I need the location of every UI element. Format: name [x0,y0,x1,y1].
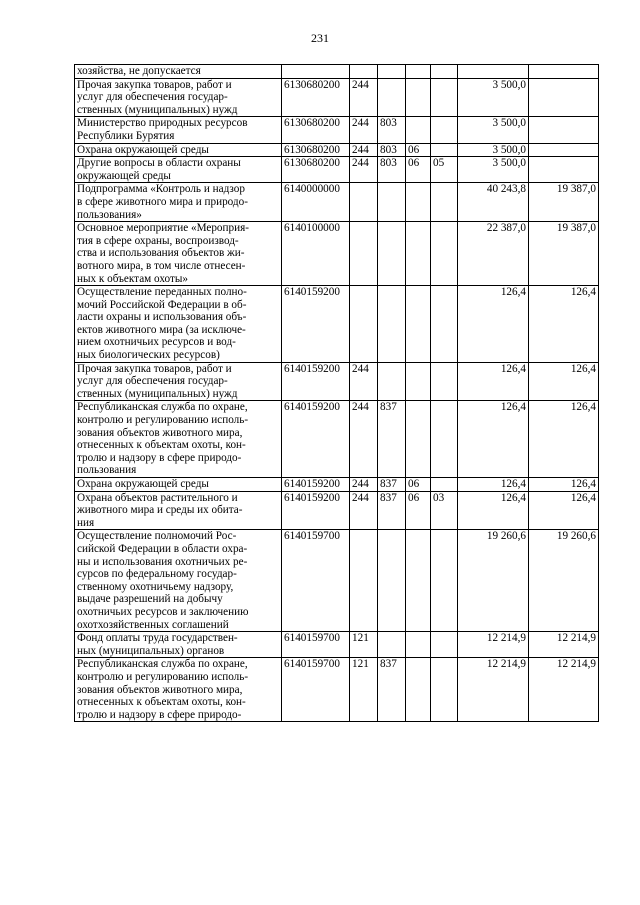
subsection-code-cell [431,183,458,222]
section-code-cell [406,78,431,117]
item-name-line: Подпрограмма «Контроль и надзор [77,183,245,196]
item-name-line: ных (муниципальных) органов [77,644,225,657]
table-row [75,286,599,363]
amount-1-cell: 3 500,0 [458,157,529,183]
ministry-code-cell [378,530,406,632]
table-row [75,530,599,632]
expense-type-code-cell: 244 [350,362,378,401]
target-article-code-cell: 6140159200 [282,401,350,478]
table-row [75,401,599,478]
target-article-code-cell: 6140000000 [282,183,350,222]
amount-1-cell: 3 500,0 [458,143,529,157]
item-name-cell [75,65,282,79]
amount-2-cell: 126,4 [529,401,599,478]
amount-1-cell: 22 387,0 [458,222,529,286]
target-article-code-cell: 6140159200 [282,491,350,530]
section-code-cell [406,65,431,79]
expense-type-code-cell [350,530,378,632]
amount-1-cell: 126,4 [458,478,529,492]
expense-type-code-cell: 244 [350,491,378,530]
target-article-code-cell: 6140159700 [282,632,350,658]
subsection-code-cell: 05 [431,157,458,183]
item-name-line: Министерство природных ресурсов [77,117,248,130]
item-name-cell [75,78,282,117]
item-name-line: сийской Федерации в области охра- [77,542,248,555]
amount-1-cell: 126,4 [458,286,529,363]
item-name-line: ны и использования охотничьих ре- [77,555,248,568]
subsection-code-cell [431,222,458,286]
item-name-line: охотхозяйственных соглашений [77,618,229,631]
subsection-code-cell [431,401,458,478]
item-name-line: Республиканская служба по охране, [77,658,248,671]
amount-1-cell: 126,4 [458,362,529,401]
item-name-line: тролю и надзору в сфере природо- [77,451,242,464]
item-name-line: Прочая закупка товаров, работ и [77,78,232,91]
item-name-line: ственному охотничьему надзору, [77,580,234,593]
target-article-code-cell: 6140159700 [282,658,350,722]
amount-2-cell: 19 260,6 [529,530,599,632]
item-name-line: пользования [77,464,137,477]
item-name-line: Охрана окружающей среды [77,143,209,156]
item-name-line: Осуществление полномочий Рос- [77,530,237,543]
item-name-line: Осуществление переданных полно- [77,286,247,299]
expense-type-code-cell [350,65,378,79]
item-name-line: Прочая закупка товаров, работ и [77,362,232,375]
item-name-line: хозяйства, не допускается [77,65,201,77]
target-article-code-cell: 6140159200 [282,286,350,363]
expense-type-code-cell: 244 [350,157,378,183]
item-name-line: в сфере животного мира и природо- [77,195,248,208]
table-row [75,222,599,286]
item-name-line: Другие вопросы в области охраны [77,157,241,170]
amount-2-cell [529,78,599,117]
item-name-line: нием охотничьих ресурсов и вод- [77,336,236,349]
table-row [75,362,599,401]
item-name-line: животного мира и среды их обита- [77,504,243,517]
ministry-code-cell [378,362,406,401]
table-row [75,143,599,157]
item-name-line: выдаче разрешений на добычу [77,593,223,606]
subsection-code-cell [431,286,458,363]
table-row [75,157,599,183]
expense-type-code-cell: 121 [350,632,378,658]
table-row [75,117,599,143]
item-name-line: услуг для обеспечения государ- [77,91,228,104]
subsection-code-cell [431,65,458,79]
item-name-line: зования объектов животного мира, [77,683,243,696]
item-name-line: ния [77,516,95,529]
table-row [75,632,599,658]
item-name-cell [75,286,282,363]
page-number: 231 [311,31,329,45]
section-code-cell [406,401,431,478]
table-row [75,78,599,117]
subsection-code-cell [431,117,458,143]
item-name-line: ных биологических ресурсов) [77,349,220,362]
budget-table [74,64,599,722]
amount-2-cell [529,143,599,157]
section-code-cell: 06 [406,143,431,157]
item-name-line: Республиканская служба по охране, [77,401,248,414]
ministry-code-cell [378,222,406,286]
amount-1-cell: 12 214,9 [458,658,529,722]
amount-2-cell: 126,4 [529,286,599,363]
subsection-code-cell [431,78,458,117]
item-name-line: охотничьих ресурсов и заключению [77,605,249,618]
section-code-cell [406,286,431,363]
expense-type-code-cell: 244 [350,78,378,117]
item-name-line: услуг для обеспечения государ- [77,375,228,388]
item-name-cell [75,632,282,658]
amount-1-cell: 3 500,0 [458,78,529,117]
target-article-code-cell: 6140100000 [282,222,350,286]
amount-1-cell: 19 260,6 [458,530,529,632]
item-name-line: Охрана окружающей среды [77,478,209,490]
section-code-cell: 06 [406,157,431,183]
amount-1-cell: 12 214,9 [458,632,529,658]
amount-1-cell: 40 243,8 [458,183,529,222]
item-name-line: отнесенных к объектам охоты, кон- [77,696,246,709]
item-name-line: Охрана объектов растительного и [77,491,238,504]
ministry-code-cell [378,78,406,117]
amount-2-cell: 126,4 [529,478,599,492]
table-row [75,478,599,492]
section-code-cell: 06 [406,491,431,530]
subsection-code-cell [431,143,458,157]
amount-2-cell [529,117,599,143]
ministry-code-cell [378,286,406,363]
target-article-code-cell: 6130680200 [282,78,350,117]
section-code-cell [406,362,431,401]
item-name-cell [75,222,282,286]
ministry-code-cell: 803 [378,143,406,157]
item-name-cell [75,157,282,183]
target-article-code-cell: 6140159200 [282,478,350,492]
item-name-cell [75,401,282,478]
ministry-code-cell [378,632,406,658]
item-name-line: ласти охраны и использования объ- [77,311,247,324]
item-name-line: тролю и надзору в сфере природо- [77,708,242,721]
ministry-code-cell [378,183,406,222]
ministry-code-cell: 837 [378,491,406,530]
amount-1-cell [458,65,529,79]
expense-type-code-cell: 244 [350,143,378,157]
item-name-cell [75,362,282,401]
expense-type-code-cell: 244 [350,401,378,478]
target-article-code-cell: 6130680200 [282,143,350,157]
expense-type-code-cell [350,222,378,286]
subsection-code-cell [431,362,458,401]
amount-2-cell: 19 387,0 [529,222,599,286]
amount-1-cell: 126,4 [458,401,529,478]
section-code-cell [406,632,431,658]
item-name-cell [75,478,282,492]
item-name-cell [75,183,282,222]
expense-type-code-cell: 244 [350,117,378,143]
amount-2-cell: 126,4 [529,491,599,530]
table-row [75,183,599,222]
amount-2-cell [529,65,599,79]
amount-2-cell: 12 214,9 [529,632,599,658]
item-name-line: ственных (муниципальных) нужд [77,103,238,116]
item-name-line: ственных (муниципальных) нужд [77,387,238,400]
amount-2-cell: 126,4 [529,362,599,401]
ministry-code-cell: 837 [378,658,406,722]
item-name-line: тия в сфере охраны, воспроизвод- [77,234,239,247]
item-name-cell [75,658,282,722]
target-article-code-cell: 6140159200 [282,362,350,401]
expense-type-code-cell [350,183,378,222]
target-article-code-cell [282,65,350,79]
item-name-line: вотного мира, в том числе отнесен- [77,259,246,272]
target-article-code-cell: 6140159700 [282,530,350,632]
section-code-cell: 06 [406,478,431,492]
item-name-line: зования объектов животного мира, [77,426,243,439]
subsection-code-cell [431,530,458,632]
item-name-line: ных к объектам охоты» [77,272,188,285]
amount-2-cell: 19 387,0 [529,183,599,222]
item-name-cell [75,530,282,632]
expense-type-code-cell: 244 [350,478,378,492]
ministry-code-cell: 803 [378,157,406,183]
expense-type-code-cell [350,286,378,363]
item-name-line: Фонд оплаты труда государствен- [77,632,238,645]
section-code-cell [406,183,431,222]
section-code-cell [406,658,431,722]
section-code-cell [406,117,431,143]
item-name-line: пользования» [77,208,142,221]
target-article-code-cell: 6130680200 [282,157,350,183]
expense-type-code-cell: 121 [350,658,378,722]
ministry-code-cell [378,65,406,79]
table-row [75,491,599,530]
amount-2-cell: 12 214,9 [529,658,599,722]
table-row [75,658,599,722]
ministry-code-cell: 837 [378,478,406,492]
subsection-code-cell [431,658,458,722]
item-name-line: контролю и регулированию исполь- [77,670,249,683]
item-name-line: окружающей среды [77,169,171,182]
amount-2-cell [529,157,599,183]
amount-1-cell: 126,4 [458,491,529,530]
item-name-line: мочий Российской Федерации в об- [77,298,247,311]
amount-1-cell: 3 500,0 [458,117,529,143]
subsection-code-cell [431,632,458,658]
ministry-code-cell: 837 [378,401,406,478]
item-name-cell [75,117,282,143]
section-code-cell [406,222,431,286]
item-name-cell [75,143,282,157]
item-name-line: контролю и регулированию исполь- [77,414,249,427]
item-name-line: сурсов по федеральному государ- [77,568,237,581]
item-name-cell [75,491,282,530]
target-article-code-cell: 6130680200 [282,117,350,143]
subsection-code-cell [431,478,458,492]
item-name-line: ектов животного мира (за исключе- [77,323,246,336]
section-code-cell [406,530,431,632]
item-name-line: Республики Бурятия [77,129,175,142]
item-name-line: Основное мероприятие «Мероприя- [77,222,249,235]
item-name-line: ства и использования объектов жи- [77,247,245,260]
subsection-code-cell: 03 [431,491,458,530]
table-row [75,65,599,79]
item-name-line: отнесенных к объектам охоты, кон- [77,439,246,452]
ministry-code-cell: 803 [378,117,406,143]
